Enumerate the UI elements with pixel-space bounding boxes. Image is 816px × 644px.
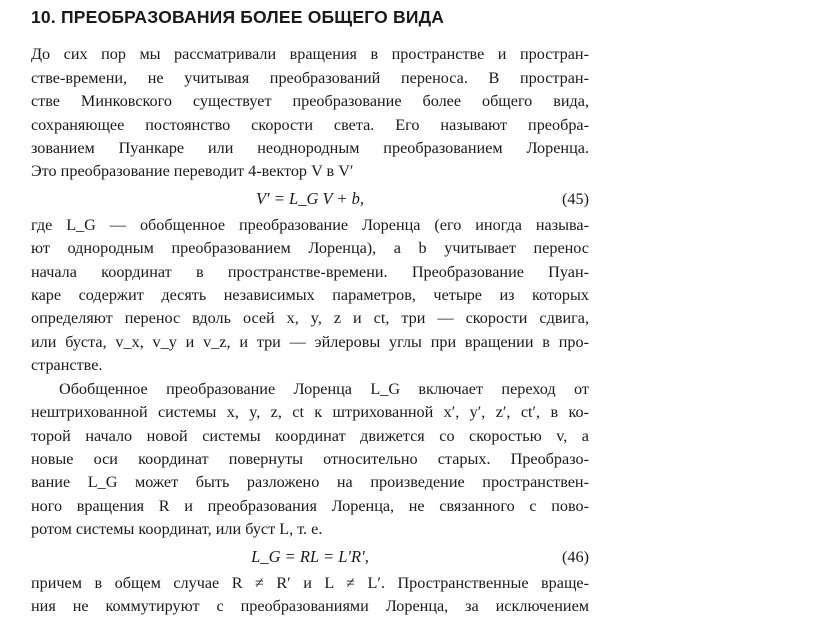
- text-line: определяют перенос вдоль осей x, y, z и ct, три — скорости сдвига,: [31, 309, 589, 328]
- equation-46: [31, 542, 589, 572]
- equation-formula: L_G = RL = L′R′,: [251, 546, 369, 566]
- section-title: 10. ПРЕОБРАЗОВАНИЯ БОЛЕЕ ОБЩЕГО ВИДА: [31, 7, 445, 27]
- document-page: [31, 6, 589, 618]
- text-line: причем в общем случае R ≠ R′ и L ≠ L′. Пространственные враще-: [31, 573, 589, 592]
- equation-number: (45): [562, 189, 589, 208]
- text-line: стве-времени, не учитывая преобразований переноса. В простран-: [31, 68, 589, 87]
- text-line: вание L_G может быть разложено на произведение пространствен-: [31, 473, 589, 492]
- equation-number: (46): [562, 547, 589, 566]
- text-line: ют однородным преобразованием Лоренца), а b учитывает перенос: [31, 239, 589, 258]
- text-line: каре содержит десять независимых параметров, четыре из которых: [31, 286, 589, 305]
- text-line: новые оси координат повернуты относительно старых. Преобразо-: [31, 449, 589, 468]
- paragraph-poincare: [31, 214, 589, 378]
- text-line: ного вращения R и преобразования Лоренца, не связанного с пово-: [31, 496, 589, 515]
- text-line: начала координат в пространстве-времени. Преобразование Пуан-: [31, 262, 589, 281]
- equation-45: [31, 184, 589, 214]
- text-line: Это преобразование переводит 4-вектор V в V′: [31, 162, 354, 181]
- paragraph-intro: [31, 43, 589, 183]
- equation-formula: V′ = L_G V + b,: [255, 188, 365, 208]
- text-line: ния не коммутируют с преобразованиями Лоренца, за исключением: [31, 596, 589, 615]
- text-line: До сих пор мы рассматривали вращения в пространстве и простран-: [31, 45, 589, 64]
- text-line: где L_G — обобщенное преобразование Лоренца (его иногда называ-: [31, 215, 589, 234]
- text-line: ротом системы координат, или буст L, т. е.: [31, 520, 323, 539]
- text-line: или буста, v_x, v_y и v_z, и три — эйлеровы углы при вращении в про-: [31, 332, 589, 351]
- text-line: стве Минковского существует преобразование более общего вида,: [31, 92, 589, 111]
- text-line: сохраняющее постоянство скорости света. Его называют преобра-: [31, 115, 589, 134]
- text-line: Обобщенное преобразование Лоренца L_G включает переход от: [59, 379, 589, 398]
- text-line: зованием Пуанкаре или неоднородным преобразованием Лоренца.: [31, 139, 589, 158]
- paragraph-decomposition: [31, 378, 589, 542]
- text-line: странстве.: [31, 356, 103, 375]
- text-line: торой начало новой системы координат движется со скоростью v, а: [31, 426, 589, 445]
- paragraph-commutation: [31, 572, 589, 619]
- text-line: нештрихованной системы x, y, z, ct к штрихованной x′, y′, z′, ct′, в ко-: [31, 403, 589, 422]
